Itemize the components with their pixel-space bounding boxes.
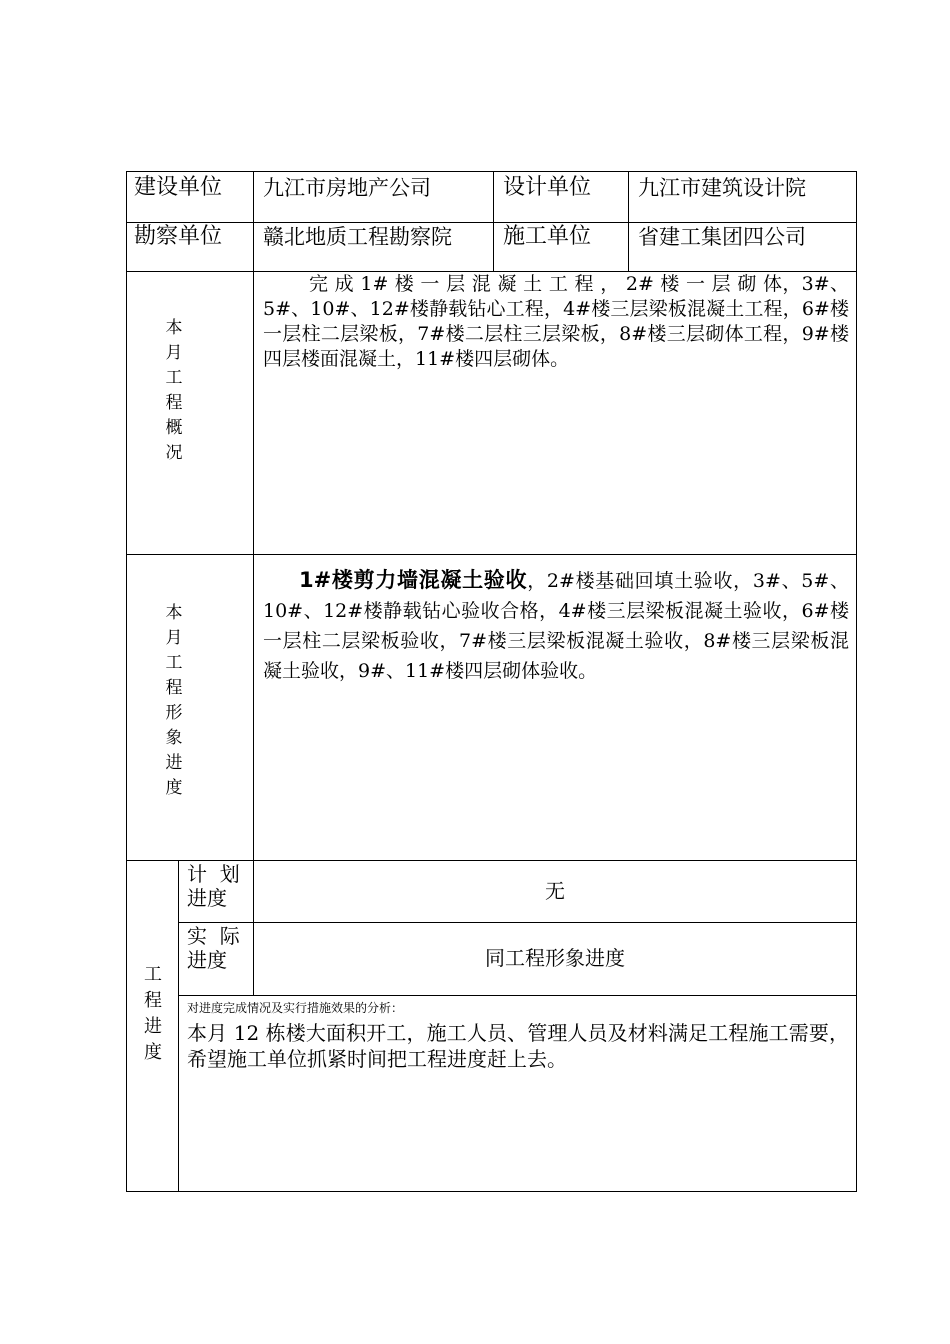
row-divider xyxy=(126,554,857,555)
survey-unit-value: 赣北地质工程勘察院 xyxy=(263,225,452,249)
actual-progress-value: 同工程形象进度 xyxy=(485,946,625,970)
overview-text: 完 成 1# 楼 一 层 混 凝 土 工 程 ， 2# 楼 一 层 砌 体，3#、5#、10#、12#楼静载钻心工程，4#楼三层梁板混凝土工程，6#楼一层柱二层梁板，7#楼二层柱三层梁板，8#楼三层砌体工程，9#楼四层楼面混凝土，11#楼四层砌体。 xyxy=(263,273,849,370)
planned-progress-value: 无 xyxy=(545,879,565,903)
column-divider xyxy=(493,171,494,271)
image-progress-label: 本 月 工 程 形 象 进 度 xyxy=(165,603,183,798)
construction-unit-label: 建设单位 xyxy=(134,175,223,200)
builder-unit-value: 省建工集团四公司 xyxy=(638,225,806,249)
schedule-label: 工 程 进 度 xyxy=(144,964,162,1063)
planned-progress-label: 计 划 进度 xyxy=(187,862,240,910)
column-divider xyxy=(628,171,629,271)
analysis-text: 本月 12 栋楼大面积开工，施工人员、管理人员及材料满足工程施工需要，希望施工单位抓紧时间把工程进度赶上去。 xyxy=(187,1021,849,1071)
builder-unit-label: 施工单位 xyxy=(503,224,592,249)
table-border-bottom xyxy=(126,1191,857,1192)
image-progress-body: ，2#楼基础回填土验收，3#、5#、10#、12#楼静载钻心验收合格，4#楼三层梁板混凝土验收，6#楼一层柱二层梁板验收，7#楼三层梁板混凝土验收，8#楼三层梁板混凝土验收，9#、11#楼四层砌体验收。 xyxy=(263,570,849,682)
column-divider xyxy=(253,171,254,860)
image-progress-lead: 1#楼剪力墙混凝土验收 xyxy=(299,568,528,592)
row-divider xyxy=(178,995,857,996)
report-table xyxy=(126,171,857,1192)
table-border-top xyxy=(126,171,857,172)
design-unit-value: 九江市建筑设计院 xyxy=(638,176,806,200)
actual-progress-label: 实 际 进度 xyxy=(187,924,240,972)
overview-label: 本 月 工 程 概 况 xyxy=(165,318,183,463)
table-border-left xyxy=(126,171,127,1192)
construction-unit-value: 九江市房地产公司 xyxy=(263,176,431,200)
row-divider xyxy=(178,922,857,923)
image-progress-text xyxy=(263,565,849,686)
survey-unit-label: 勘察单位 xyxy=(134,224,223,249)
table-border-right xyxy=(856,171,857,1192)
analysis-title: 对进度完成情况及实行措施效果的分析： xyxy=(187,1001,404,1015)
design-unit-label: 设计单位 xyxy=(503,175,592,200)
row-divider xyxy=(126,860,857,861)
column-divider xyxy=(178,860,179,1192)
